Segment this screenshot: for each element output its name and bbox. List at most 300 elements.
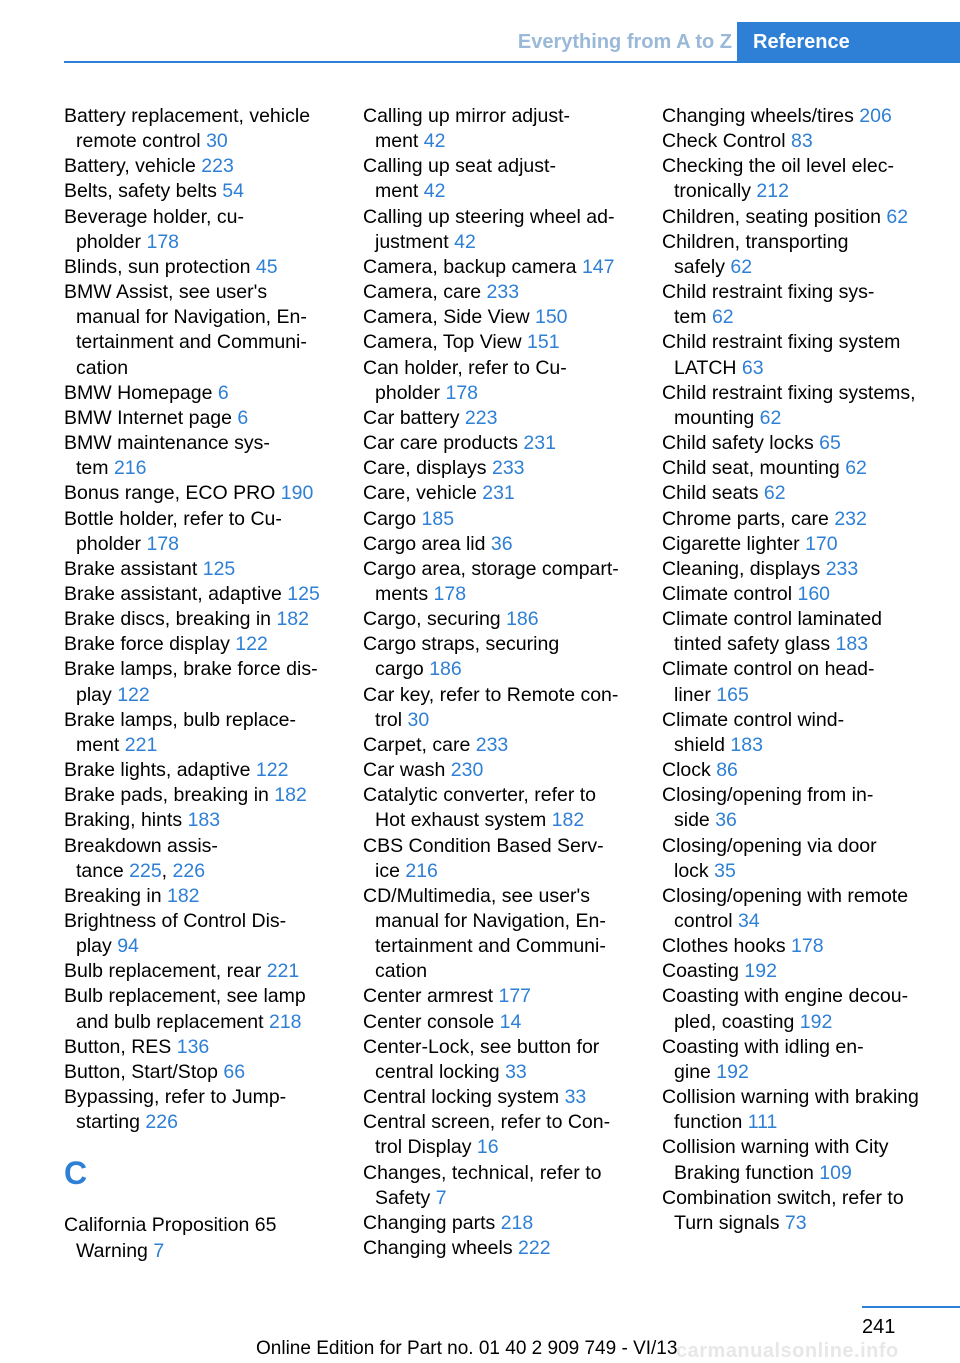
index-entry-text: Breaking in	[64, 884, 162, 907]
page-reference-link[interactable]: 221	[266, 960, 300, 983]
index-entry	[662, 381, 960, 431]
watermark: carmanualsonline.info	[676, 1340, 899, 1362]
index-entry	[363, 305, 653, 330]
page-reference-link[interactable]: 42	[423, 180, 446, 203]
index-entry-text: Brake lamps, brake force dis-	[64, 658, 318, 681]
index-entry-text: Braking function	[674, 1161, 814, 1184]
index-entry	[662, 984, 960, 1034]
index-entry	[363, 431, 653, 456]
index-entry-text: BMW maintenance sys-	[64, 432, 270, 455]
page-reference-link[interactable]: 183	[187, 809, 221, 832]
page-reference-link[interactable]: 62	[886, 205, 909, 228]
page-reference-link[interactable]: 73	[784, 1211, 807, 1234]
index-entry-line	[662, 657, 960, 682]
index-entry-line	[363, 1110, 653, 1135]
index-entry	[363, 154, 653, 204]
index-entry-text: tertainment and Communi-	[76, 331, 307, 354]
index-entry-line	[64, 431, 354, 456]
page-reference-link[interactable]: 225	[129, 859, 162, 882]
page-reference-link[interactable]: 14	[499, 1010, 522, 1033]
page-reference-link[interactable]: 192	[799, 1010, 833, 1033]
index-entry-text: shield	[674, 733, 725, 756]
page-reference-link[interactable]: 223	[201, 155, 234, 178]
index-entry-line	[363, 1035, 653, 1060]
index-entry-line	[662, 381, 960, 406]
index-entry-line	[64, 1060, 354, 1085]
index-entry	[64, 557, 354, 582]
page-reference-link[interactable]: 63	[741, 356, 764, 379]
index-entry-line	[64, 582, 354, 607]
index-entry	[64, 1085, 354, 1135]
page-reference-link[interactable]: 233	[491, 457, 525, 480]
index-entry-text: Car key, refer to Remote con-	[363, 683, 619, 706]
page-reference-link[interactable]: 221	[124, 733, 158, 756]
index-entry-line	[64, 808, 354, 833]
index-entry-line	[363, 1236, 653, 1261]
index-entry-text: Central screen, refer to Con-	[363, 1111, 611, 1134]
index-entry	[662, 230, 960, 280]
index-entry	[662, 481, 960, 506]
page-reference-link[interactable]: 36	[490, 532, 513, 555]
index-entry-line	[662, 683, 960, 708]
index-entry-line	[363, 305, 653, 330]
index-entry	[662, 280, 960, 330]
index-entry-line	[363, 1085, 653, 1110]
page-reference-link[interactable]: 186	[506, 608, 539, 631]
index-entry-line	[662, 1010, 960, 1035]
page-reference-link[interactable]: 177	[498, 985, 532, 1008]
index-entry-line	[363, 205, 653, 230]
index-entry-line	[64, 959, 354, 984]
index-column-1	[64, 104, 354, 1264]
index-entry	[662, 205, 960, 230]
index-column-3	[662, 104, 960, 1236]
index-entry	[363, 532, 653, 557]
page-reference-link[interactable]: 62	[730, 255, 753, 278]
index-entry	[64, 507, 354, 557]
index-entry-line	[662, 104, 960, 129]
index-entry-line	[64, 984, 354, 1009]
page-reference-link[interactable]: 33	[564, 1086, 587, 1109]
page-reference-link[interactable]: 212	[756, 180, 789, 203]
index-entry-text: Changing parts	[363, 1211, 496, 1234]
index-entry-text: Check Control	[662, 130, 786, 153]
index-entry-line	[662, 1186, 960, 1211]
index-entry-line	[662, 532, 960, 557]
index-entry-text: Camera, Side View	[363, 306, 530, 329]
page-reference-link[interactable]: 182	[551, 809, 585, 832]
index-entry-line	[662, 557, 960, 582]
page-reference-link[interactable]: 62	[845, 457, 867, 480]
page-reference-link[interactable]: 190	[280, 482, 314, 505]
index-entry	[662, 1186, 960, 1236]
page-reference-link[interactable]: 30	[407, 708, 430, 731]
page-reference-link[interactable]: 86	[716, 759, 738, 782]
index-entry-text: Climate control laminated	[662, 608, 883, 631]
index-entry-text: central locking	[375, 1060, 500, 1083]
index-entry-text: pholder	[76, 230, 142, 253]
index-entry-line	[662, 909, 960, 934]
page-reference-link[interactable]: 136	[176, 1035, 210, 1058]
index-entry-line	[662, 708, 960, 733]
index-entry	[363, 1035, 653, 1085]
index-entry	[64, 1035, 354, 1060]
page-reference-link[interactable]: 183	[835, 633, 869, 656]
index-letter-heading: C	[64, 1155, 88, 1192]
index-entry-text: Cleaning, displays	[662, 557, 821, 580]
index-entry	[662, 1085, 960, 1135]
index-entry-line	[363, 532, 653, 557]
index-entry-line	[64, 330, 354, 355]
index-entry-line	[64, 1110, 354, 1135]
index-entry-text: Children, seating position	[662, 205, 881, 228]
page-reference-link[interactable]: 218	[500, 1211, 534, 1234]
page-reference-link[interactable]: 233	[825, 557, 859, 580]
page-reference-link[interactable]: 35	[714, 859, 736, 882]
index-entry-line	[662, 1085, 960, 1110]
page-reference-link[interactable]: 206	[859, 105, 892, 127]
index-entry-line	[64, 632, 354, 657]
index-entry-line	[363, 758, 653, 783]
index-entry-text: Brake assistant, adaptive	[64, 582, 282, 605]
page-reference-link[interactable]: 30	[206, 130, 228, 153]
index-entry-line	[363, 280, 653, 305]
index-entry	[363, 1110, 653, 1160]
page-reference-link[interactable]: 233	[486, 281, 520, 304]
index-entry-text: Brake pads, breaking in	[64, 784, 269, 807]
index-entry-line	[64, 255, 354, 280]
index-entry-text: Brake assistant	[64, 557, 198, 580]
page-reference-link[interactable]: 125	[287, 582, 320, 605]
index-entry-text: tinted safety glass	[674, 633, 831, 656]
index-entry	[363, 481, 653, 506]
index-entry-text: tronically	[674, 180, 751, 203]
index-entry	[363, 834, 653, 884]
page-reference-link[interactable]: 192	[716, 1060, 749, 1083]
index-entry-text: Center-Lock, see button for	[363, 1035, 600, 1058]
index-entry-text: Bottle holder, refer to Cu-	[64, 507, 282, 530]
index-entry	[363, 104, 653, 154]
index-entry	[64, 582, 354, 607]
index-entry-text: Can holder, refer to Cu-	[363, 356, 567, 379]
index-entry-line	[363, 255, 653, 280]
index-entry-line	[662, 1035, 960, 1060]
index-entry-text: ments	[375, 582, 429, 605]
index-entry	[363, 758, 653, 783]
index-entry-line	[363, 683, 653, 708]
index-entry-text: California Proposition 65	[64, 1214, 277, 1237]
page-reference-link[interactable]: 178	[146, 230, 180, 253]
page-reference-link[interactable]: 6	[217, 381, 229, 404]
index-entry	[662, 456, 960, 481]
index-column-2	[363, 104, 653, 1261]
index-entry-text: manual for Navigation, En-	[375, 910, 606, 932]
index-entry-line	[662, 959, 960, 984]
index-entry-text: ment	[375, 130, 419, 153]
index-entry-line	[363, 1060, 653, 1085]
index-entry-text: Calling up mirror adjust-	[363, 105, 570, 127]
page-reference-link[interactable]: 178	[146, 532, 180, 555]
page-reference-link[interactable]: 122	[117, 683, 150, 706]
page-reference-link[interactable]: 62	[759, 406, 782, 429]
index-entry-line	[64, 557, 354, 582]
index-entry-line	[662, 984, 960, 1009]
index-entry-line	[662, 129, 960, 154]
index-entry-text: pholder	[375, 381, 441, 404]
index-entry-text: ice	[375, 859, 400, 882]
index-entry-line	[662, 834, 960, 859]
index-entry-text: Blinds, sun protection	[64, 255, 251, 278]
index-entry-text: Belts, safety belts	[64, 180, 217, 203]
index-entry-line	[363, 733, 653, 758]
index-entry-text: Collision warning with braking	[662, 1086, 919, 1109]
page-reference-link[interactable]: 6	[237, 406, 249, 429]
index-entry-text: Warning	[76, 1239, 148, 1262]
index-entry-text: tem	[674, 306, 707, 329]
index-entry-text: play	[76, 683, 112, 706]
index-entry-line	[363, 481, 653, 506]
index-entry-line	[64, 179, 354, 204]
index-entry-line	[64, 154, 354, 179]
page-reference-link[interactable]: 216	[113, 457, 147, 480]
page-reference-link[interactable]: 83	[790, 130, 813, 153]
index-entry-line	[363, 431, 653, 456]
page-reference-link[interactable]: 231	[482, 482, 515, 505]
index-entry-text: Changes, technical, refer to	[363, 1161, 602, 1184]
index-entry-line	[662, 507, 960, 532]
index-entry-text: Closing/opening with remote	[662, 884, 909, 907]
page-reference-link[interactable]: 62	[763, 482, 786, 505]
index-entry	[662, 330, 960, 380]
page-reference-link[interactable]: 233	[475, 733, 509, 756]
index-entry-text: Turn signals	[674, 1211, 780, 1234]
page-reference-link[interactable]: 122	[235, 633, 268, 656]
page-reference-link[interactable]: 65	[819, 432, 841, 455]
page-reference-link[interactable]: 165	[716, 683, 749, 706]
index-entry-text: Beverage holder, cu-	[64, 205, 244, 228]
index-entry-line	[363, 632, 653, 657]
index-entry-line	[662, 1135, 960, 1160]
index-entry-text: Child restraint fixing systems,	[662, 381, 916, 404]
page-reference-link[interactable]: 7	[153, 1239, 165, 1262]
page-reference-link[interactable]: 223	[464, 406, 498, 429]
index-entry-line	[64, 507, 354, 532]
index-entry-text: Cargo, securing	[363, 608, 501, 631]
index-entry-line	[64, 104, 354, 129]
index-entry-line	[363, 1211, 653, 1236]
index-entry	[64, 783, 354, 808]
index-entry	[64, 758, 354, 783]
index-entry	[64, 205, 354, 255]
index-entry-line	[363, 456, 653, 481]
index-entry-text: Child seats	[662, 482, 759, 505]
index-entry-line	[662, 808, 960, 833]
index-entry	[662, 959, 960, 984]
index-entry-line	[363, 984, 653, 1009]
page-reference-link[interactable]: 178	[433, 582, 467, 605]
index-entry	[64, 154, 354, 179]
index-entry-text: pled, coasting	[674, 1010, 795, 1033]
index-entry	[363, 683, 653, 733]
index-entry-text: Child restraint fixing sys-	[662, 281, 875, 304]
index-entry-text: Bulb replacement, see lamp	[64, 985, 306, 1008]
index-entry	[363, 1010, 653, 1035]
page-reference-link[interactable]: 226	[172, 859, 206, 882]
index-entry-line	[662, 1211, 960, 1236]
index-entry	[662, 783, 960, 833]
page-reference-link[interactable]: 160	[797, 582, 831, 605]
index-entry-line	[363, 557, 653, 582]
index-entry	[662, 557, 960, 582]
page-reference-link[interactable]: 182	[166, 884, 200, 907]
page-reference-link[interactable]: 111	[747, 1111, 778, 1134]
page-reference-link[interactable]: 66	[223, 1060, 246, 1083]
index-entry-text: Bypassing, refer to Jump-	[64, 1086, 287, 1109]
page-reference-link[interactable]: 182	[276, 608, 309, 631]
page-number: 241	[862, 1316, 896, 1338]
index-entry-line	[363, 154, 653, 179]
index-entry-line	[64, 1035, 354, 1060]
index-entry-text: Bulb replacement, rear	[64, 960, 262, 983]
page-reference-link[interactable]: 122	[255, 759, 289, 782]
index-entry-line	[64, 481, 354, 506]
index-entry-line	[64, 683, 354, 708]
index-entry-line	[64, 205, 354, 230]
index-entry-text: Brightness of Control Dis-	[64, 910, 287, 932]
index-entry-text: Care, vehicle	[363, 482, 477, 505]
index-entry	[363, 557, 653, 607]
index-entry-line	[64, 834, 354, 859]
page-reference-link[interactable]: 34	[737, 910, 760, 932]
page-reference-link[interactable]: 42	[454, 230, 476, 253]
index-entry-line	[662, 1060, 960, 1085]
index-entry-text: Chrome parts, care	[662, 507, 829, 530]
page-reference-link[interactable]: 218	[268, 1010, 302, 1033]
index-entry-text: Camera, backup camera	[363, 255, 577, 278]
index-entry	[64, 884, 354, 909]
index-entry-text: CBS Condition Based Serv-	[363, 834, 604, 857]
index-entry-text: Button, Start/Stop	[64, 1060, 218, 1083]
page-reference-link[interactable]: 170	[805, 532, 838, 555]
page-reference-link[interactable]: 226	[145, 1111, 178, 1134]
index-entry-text: Calling up steering wheel ad-	[363, 205, 615, 228]
page-reference-link[interactable]: 33	[505, 1060, 527, 1083]
page-reference-link[interactable]: 183	[730, 733, 763, 756]
index-entry-line	[363, 959, 653, 984]
index-entry-text: Coasting with idling en-	[662, 1035, 864, 1058]
index-entry-text: gine	[674, 1060, 711, 1083]
page-reference-link[interactable]: 94	[117, 935, 139, 958]
page-reference-link[interactable]: 178	[445, 381, 479, 404]
index-entry	[64, 834, 354, 884]
index-entry	[662, 507, 960, 532]
index-entry-text: lock	[674, 859, 709, 882]
page-reference-link[interactable]: 178	[791, 935, 824, 958]
index-entry-line	[64, 657, 354, 682]
index-entry-text: mounting	[674, 406, 755, 429]
index-entry-line	[662, 431, 960, 456]
index-entry	[363, 1161, 653, 1211]
index-entry-text: Collision warning with City	[662, 1136, 889, 1159]
index-entry-text: Climate control on head-	[662, 658, 875, 681]
page-reference-link[interactable]: 222	[518, 1237, 551, 1260]
index-entry-line	[662, 1110, 960, 1135]
edition-note: Online Edition for Part no. 01 40 2 909 749 - VI/13	[256, 1338, 678, 1359]
section-title: Everything from A to Z	[517, 31, 732, 53]
page-header	[0, 0, 960, 64]
page-reference-link[interactable]: 7	[435, 1186, 447, 1209]
index-entry	[662, 129, 960, 154]
index-entry	[662, 532, 960, 557]
page-reference-link[interactable]: 147	[581, 255, 615, 278]
index-entry	[363, 406, 653, 431]
index-entry-text: Changing wheels/tires	[662, 105, 854, 127]
index-entry-text: Changing wheels	[363, 1237, 513, 1260]
index-entry-text: Closing/opening via door	[662, 834, 877, 857]
page-reference-link[interactable]: 54	[222, 180, 244, 203]
index-entry	[662, 758, 960, 783]
index-entry-text: Carpet, care	[363, 733, 471, 756]
page-reference-link[interactable]: 151	[527, 331, 560, 354]
page-reference-link[interactable]: 230	[450, 759, 484, 782]
index-entry-text: Brake discs, breaking in	[64, 608, 272, 631]
page-reference-link[interactable]: 125	[202, 557, 236, 580]
index-entry	[363, 733, 653, 758]
page-reference-link[interactable]: 185	[421, 507, 455, 530]
index-entry-line	[662, 330, 960, 355]
page-reference-link[interactable]: 42	[423, 130, 446, 153]
page-reference-link[interactable]: 109	[819, 1161, 852, 1184]
page-reference-link[interactable]: 192	[744, 960, 777, 983]
page-reference-link[interactable]: 36	[715, 809, 737, 832]
index-entry	[64, 1213, 354, 1263]
index-entry-line	[363, 1161, 653, 1186]
index-entry-text: Cigarette lighter	[662, 532, 800, 555]
page-reference-link[interactable]: 232	[834, 507, 867, 530]
index-entry-text: Child restraint fixing system	[662, 331, 901, 354]
index-entry-text: Battery replacement, vehicle	[64, 105, 311, 127]
page-reference-link[interactable]: 231	[523, 432, 556, 455]
index-entry-line	[662, 733, 960, 758]
page-reference-link[interactable]: 16	[476, 1136, 499, 1159]
index-entry-text: ment	[375, 180, 419, 203]
index-entry	[363, 884, 653, 985]
index-entry	[662, 154, 960, 204]
page-reference-link[interactable]: 45	[255, 255, 278, 278]
index-entry-text: Coasting	[662, 960, 739, 983]
index-entry-text: Brake lights, adaptive	[64, 759, 251, 782]
page-reference-link[interactable]: 186	[429, 658, 462, 681]
index-entry	[363, 607, 653, 632]
index-entry	[64, 255, 354, 280]
footer-rule	[862, 1306, 960, 1308]
index-entry	[64, 959, 354, 984]
index-entry-text: and bulb replacement	[76, 1010, 264, 1033]
index-entry-line	[363, 859, 653, 884]
page-reference-link[interactable]: 182	[274, 784, 307, 807]
index-entry-line	[363, 884, 653, 909]
page-reference-link[interactable]: 216	[405, 859, 438, 882]
index-entry	[363, 1236, 653, 1261]
index-entry-text: manual for Navigation, En-	[76, 306, 307, 329]
index-entry-line	[64, 456, 354, 481]
index-entry-line	[662, 632, 960, 657]
index-entry-line	[662, 456, 960, 481]
page-reference-link[interactable]: 62	[711, 306, 734, 329]
index-entry-text: trol	[375, 708, 403, 731]
page-reference-link[interactable]: 150	[534, 306, 568, 329]
index-entry-text: Climate control wind-	[662, 708, 845, 731]
